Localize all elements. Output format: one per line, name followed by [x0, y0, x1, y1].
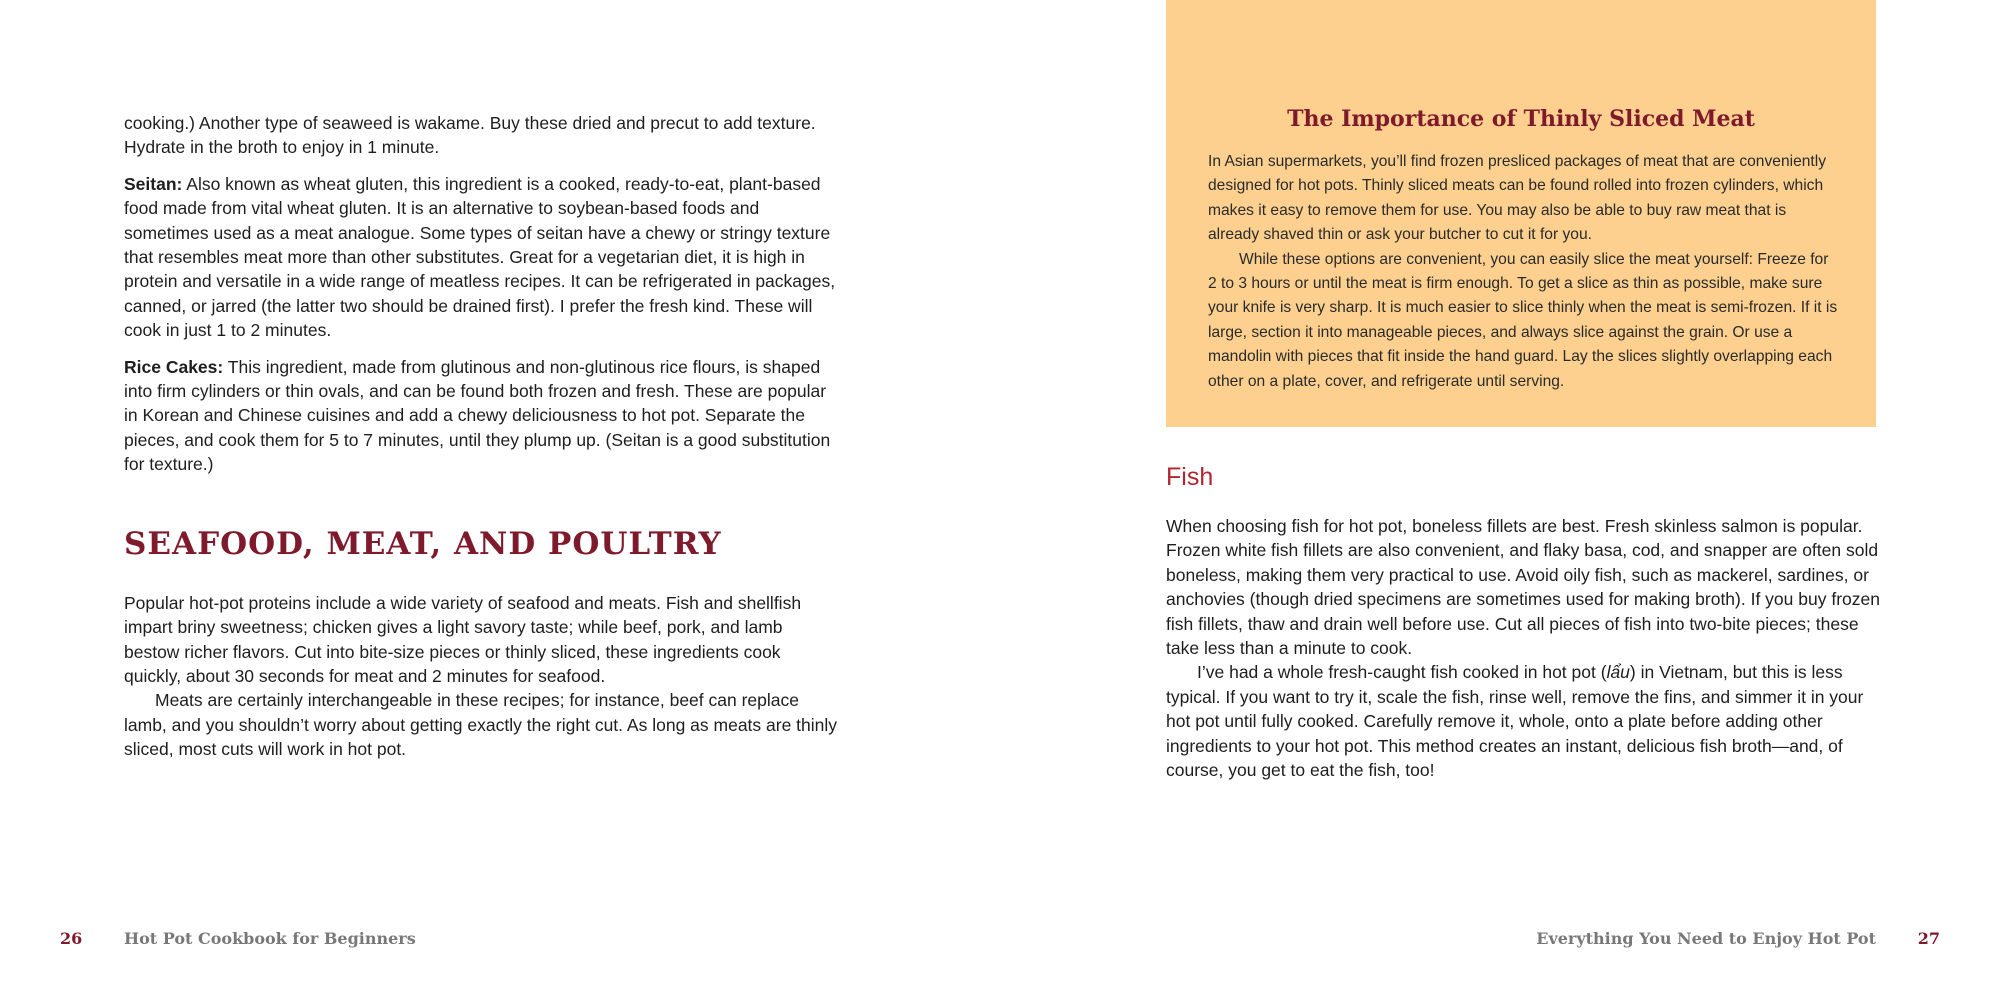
sidebar-body [1208, 150, 1838, 394]
fish-paragraph-2-start: I’ve had a whole fresh-caught fish cooked in hot pot ( [1197, 662, 1607, 683]
rice-cakes-entry [124, 355, 840, 477]
fish-heading: Fish [1166, 463, 1214, 491]
section-title: SEAFOOD, MEAT, AND POULTRY [124, 525, 722, 562]
page-number-left: 26 [60, 929, 83, 948]
running-head-left: Hot Pot Cookbook for Beginners [124, 929, 416, 948]
seitan-term: Seitan: [124, 173, 183, 194]
sidebar-title: The Importance of Thinly Sliced Meat [1287, 106, 1755, 132]
rice-cakes-term: Rice Cakes: [124, 356, 224, 377]
sidebar-box [1166, 0, 1876, 427]
lau-term: lẩu [1606, 662, 1630, 683]
fish-paragraph-2-end: ) in Vietnam, but this is less typical. If you want to try it, scale the fish, rinse well, remove the fins, and simmer it in your hot pot until fully cooked. Carefully remove it, whole, onto a plate before adding other ingredients to your hot pot. This method creates an instant, delicious fish broth—and, of course, you get to eat the fish, too! [1166, 662, 1864, 781]
section-paragraph-2: Meats are certainly interchangeable in these recipes; for instance, beef can replace lamb, and you shouldn’t worry about getting exactly the right cut. As long as meats are thinly sliced, most cuts will work in hot pot. [124, 690, 838, 760]
seitan-text: Also known as wheat gluten, this ingredient is a cooked, ready-to-eat, plant-based food made from vital wheat gluten. It is an alternative to soybean-based foods and sometimes used as a meat analogue. Some types of seitan have a chewy or stringy texture that resembles meat more than other substitutes. Great for a vegetarian diet, it is high in protein and versatile in a wide range of meatless recipes. It can be refrigerated in packages, canned, or jarred (the latter two should be drained first). I prefer the fresh kind. These will cook in just 1 to 2 minutes. [124, 173, 836, 341]
page-number-right: 27 [1917, 929, 1940, 948]
fish-paragraph-2 [1166, 660, 1886, 782]
sidebar-paragraph-2: While these options are convenient, you can easily slice the meat yourself: Freeze for 2 to 3 hours or until the meat is firm enough. To get a slice as thin as possible, make sure your knife is very sharp. It is much easier to slice thinly when the meat is semi-frozen. If it is large, section it into manageable pieces, and always slice against the grain. Or use a mandolin with pieces that fit inside the hand guard. Lay the slices slightly overlapping each other on a plate, cover, and refrigerate until serving. [1208, 250, 1838, 390]
right-column [1166, 463, 1886, 782]
fish-paragraph-1: When choosing fish for hot pot, boneless fillets are best. Fresh skinless salmon is popular. Frozen white fish fillets are also convenient, and flaky basa, cod, and snapper are often sold boneless, making them very practical to use. Avoid oily fish, such as mackerel, sardines, or anchovies (though dried specimens are sometimes used for making broth). If you buy frozen fish fillets, thaw and drain well before use. Cut all pieces of fish into two-bite pieces; these take less than a minute to cook. [1166, 516, 1880, 659]
section-paragraph-1: Popular hot-pot proteins include a wide variety of seafood and meats. Fish and shellfish impart briny sweetness; chicken gives a light savory taste; while beef, pork, and lamb bestow richer flavors. Cut into bite-size pieces or thinly sliced, these ingredients cook quickly, about 30 seconds for meat and 2 minutes for seafood. [124, 592, 802, 686]
continued-paragraph: cooking.) Another type of seaweed is wakame. Buy these dried and precut to add texture. Hydrate in the broth to enjoy in 1 minute. [124, 113, 816, 158]
running-head-right: Everything You Need to Enjoy Hot Pot [1536, 929, 1876, 948]
seitan-entry [124, 172, 840, 343]
sidebar-paragraph-1: In Asian supermarkets, you’ll find frozen presliced packages of meat that are conveniently designed for hot pots. Thinly sliced meats can be found rolled into frozen cylinders, which makes it easy to remove them for use. You may also be able to buy raw meat that is already shaved thin or ask your butcher to cut it for you. [1208, 153, 1827, 244]
right-page [1000, 0, 2000, 999]
left-column [124, 111, 840, 762]
rice-cakes-text: This ingredient, made from glutinous and non-glutinous rice flours, is shaped into firm cylinders or thin ovals, and can be found both frozen and fresh. These are popular in Korean and Chinese cuisines and add a chewy deliciousness to hot pot. Separate the pieces, and cook them for 5 to 7 minutes, until they plump up. (Seitan is a good substitution for texture.) [124, 356, 831, 475]
